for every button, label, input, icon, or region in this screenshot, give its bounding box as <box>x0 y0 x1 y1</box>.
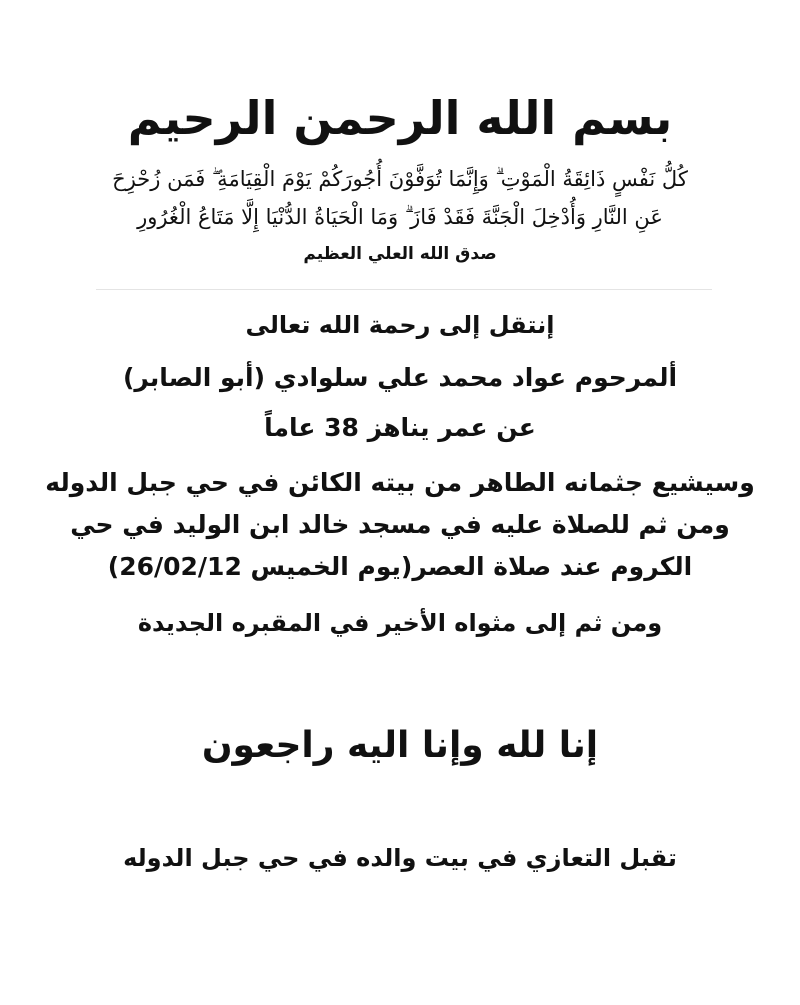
funeral-line-2: ومن ثم للصلاة عليه في مسجد خالد ابن الوليد في حي <box>70 510 730 539</box>
sadaq-line: صدق الله العلي العظيم <box>303 244 497 264</box>
funeral-details <box>0 462 800 588</box>
condolences-line: تقبل التعازي في بيت والده في حي جبل الدوله <box>123 844 677 872</box>
quran-verse <box>70 160 730 236</box>
basmala-heading: بسم الله الرحمن الرحيم <box>127 91 673 145</box>
inna-lillah-heading: إنا لله وإنا اليه راجعون <box>201 725 599 766</box>
burial-line: ومن ثم إلى مثواه الأخير في المقبره الجديدة <box>137 609 663 637</box>
funeral-line-3: الكروم عند صلاة العصر(يوم الخميس 26/02/12) <box>107 552 693 581</box>
passed-away-line: إنتقل إلى رحمة الله تعالى <box>245 311 555 339</box>
funeral-line-1: وسيشيع جثمانه الطاهر من بيته الكائن في حي جبل الدوله <box>45 468 755 497</box>
deceased-name: ألمرحوم عواد محمد علي سلوادي (أبو الصابر) <box>122 363 678 392</box>
deceased-age: عن عمر يناهز 38 عاماً <box>264 413 536 442</box>
divider <box>96 289 712 290</box>
verse-line-1: كُلُّ نَفْسٍ ذَائِقَةُ الْمَوْتِ ۗ وَإِنَّمَا تُوَفَّوْنَ أُجُورَكُمْ يَوْمَ الْقِيَامَةِ ۖ فَمَن زُحْزِحَ <box>112 167 688 191</box>
verse-line-2: عَنِ النَّارِ وَأُدْخِلَ الْجَنَّةَ فَقَدْ فَازَ ۗ وَمَا الْحَيَاةُ الدُّنْيَا إِلَّا مَتَاعُ الْغُرُورِ <box>137 205 663 229</box>
